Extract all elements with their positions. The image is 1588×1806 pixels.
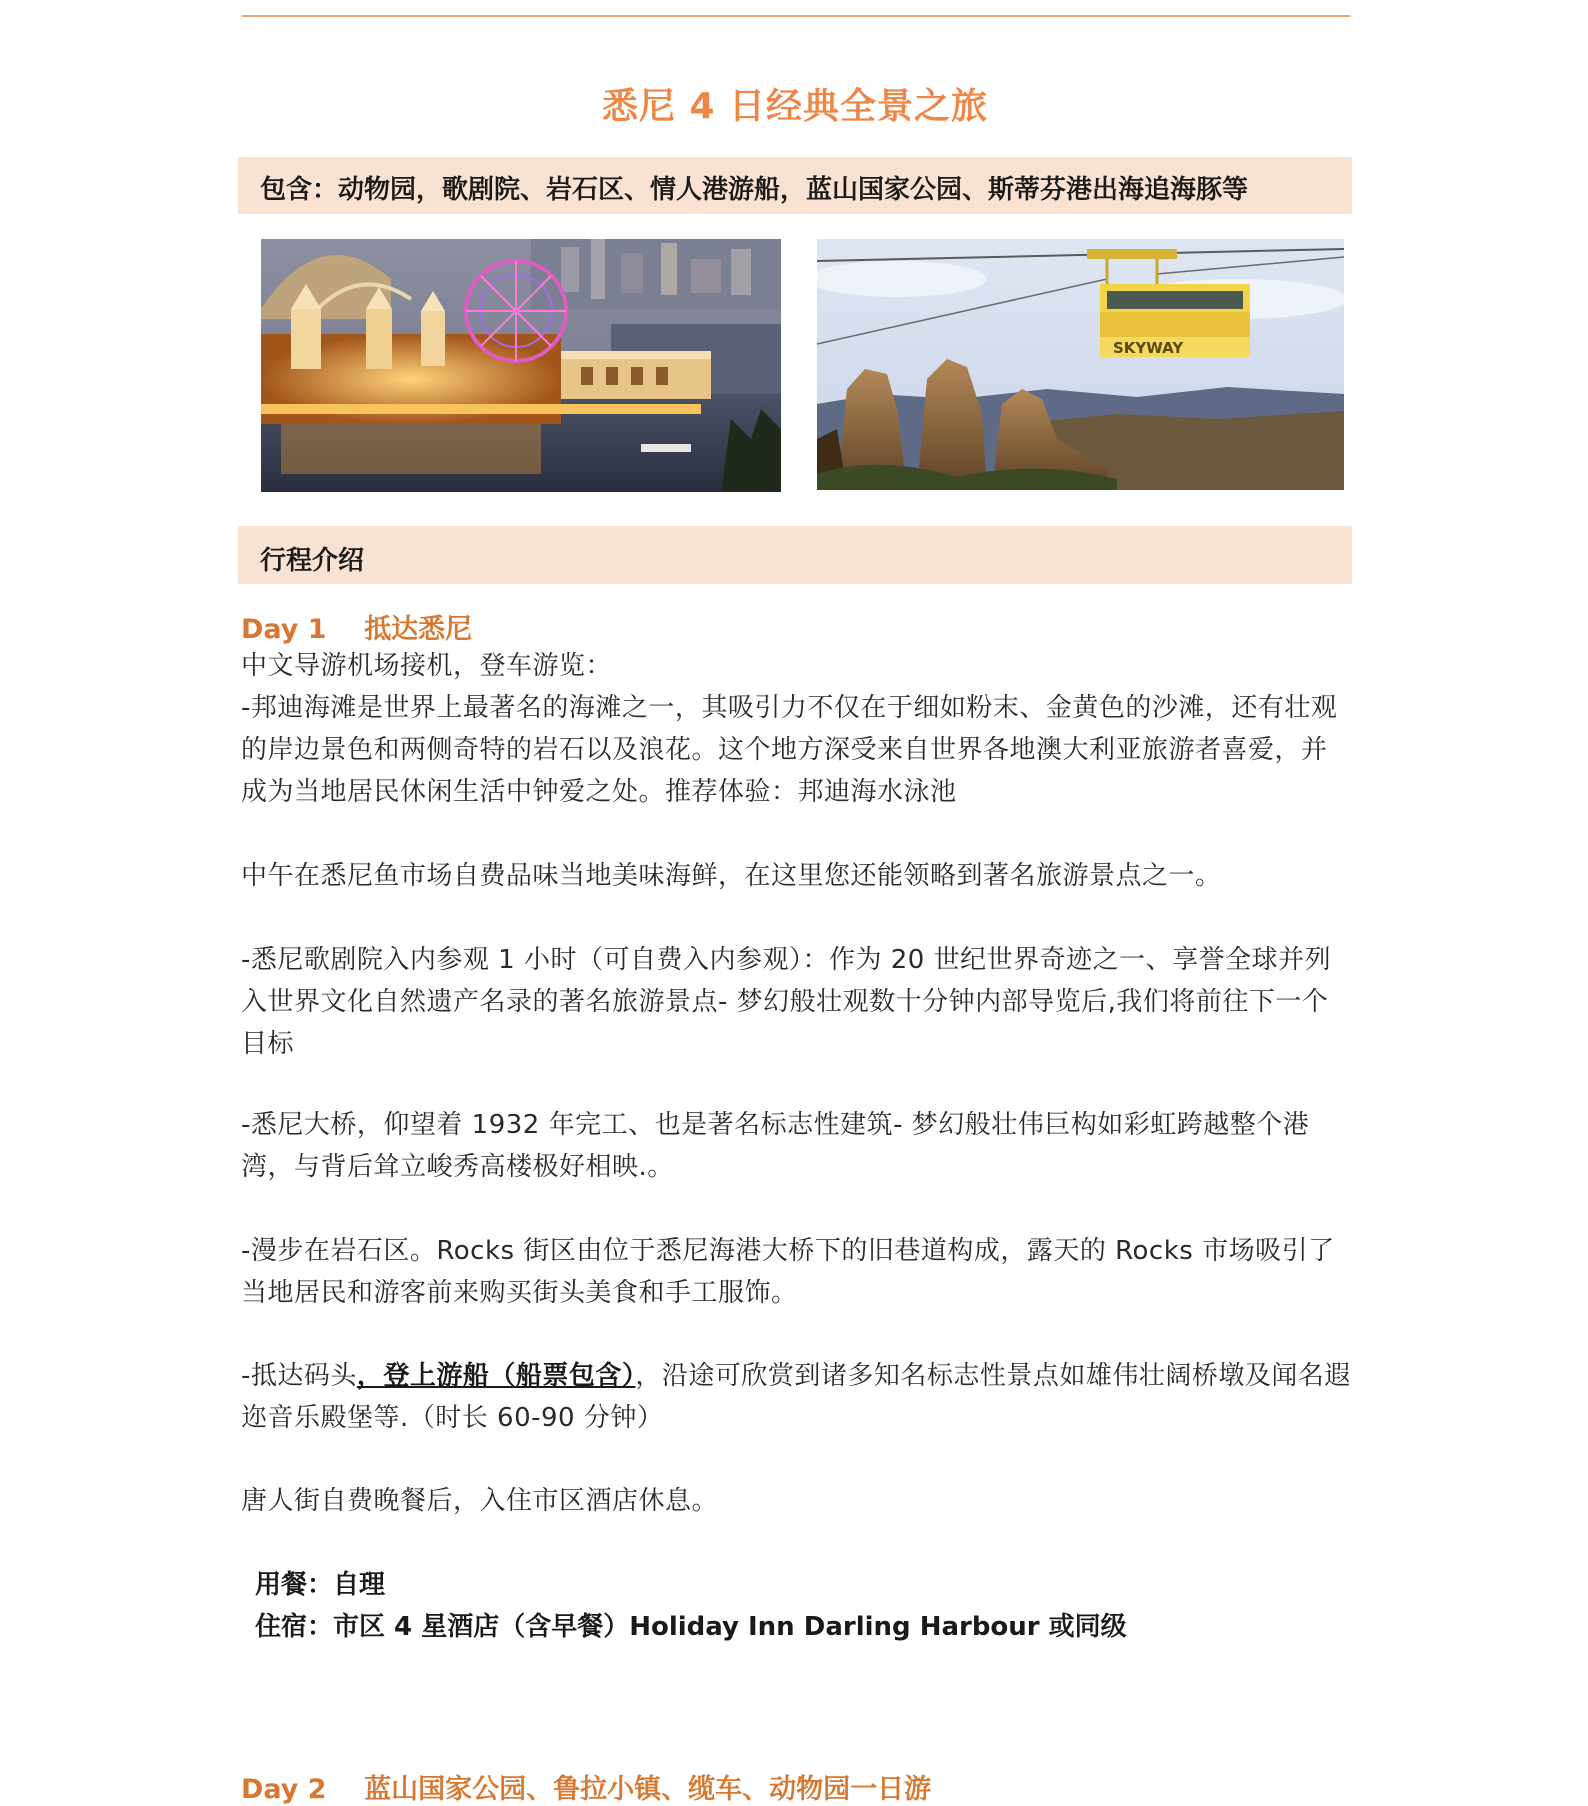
the-rocks-text: -漫步在岩石区。Rocks 街区由位于悉尼海港大桥下的旧巷道构成，露天的 Rocks 市场吸引了当地居民和游客前来购买街头美食和手工服饰。 xyxy=(241,1236,1335,1308)
sydney-harbour-photo xyxy=(261,239,781,492)
fish-market-text: 中午在悉尼鱼市场自费品味当地美味海鲜，在这里您还能领略到著名旅游景点之一。 xyxy=(241,861,1222,891)
harbour-bridge-text: -悉尼大桥，仰望着 1932 年完工、也是著名标志性建筑- 梦幻般壮伟巨构如彩虹跨越整个港湾，与背后耸立峻秀高楼极好相映.。 xyxy=(241,1110,1310,1182)
lodging-info: 住宿：市区 4 星酒店（含早餐）Holiday Inn Darling Harbour 或同级 xyxy=(255,1612,1127,1642)
airport-pickup-text: 中文导游机场接机，登车游览： xyxy=(241,651,613,681)
day-2-heading: Day 2 蓝山国家公园、鲁拉小镇、缆车、动物园一日游 xyxy=(241,1774,932,1805)
bondi-beach-text: -邦迪海滩是世界上最著名的海滩之一，其吸引力不仅在于细如粉末、金黄色的沙滩，还有壮观的岸边景色和两侧奇特的岩石以及浪花。这个地方深受来自世界各地澳大利亚旅游者喜爱，并成为当地居民休闲生活中钟爱之处。推荐体验：邦迪海水泳池 xyxy=(241,693,1338,807)
skyway-cable-car-photo xyxy=(817,239,1344,490)
cruise-suffix: ，沿途可欣赏到诸多知名标志性景点如雄伟壮阔桥墩及闻名遐迩音乐殿堡等.（时长 60-90 分钟） xyxy=(241,1361,1351,1433)
cruise-included-highlight: ，登上游船（船票包含） xyxy=(356,1361,636,1391)
top-divider xyxy=(242,15,1350,17)
chinatown-dinner-text: 唐人街自费晚餐后，入住市区酒店休息。 xyxy=(241,1486,719,1516)
skyway-sign-text: SKYWAY xyxy=(1113,339,1184,357)
includes-banner: 包含：动物园，歌剧院、岩石区、情人港游船，蓝山国家公园、斯蒂芬港出海追海豚等 xyxy=(238,157,1352,214)
meals-info: 用餐：自理 xyxy=(255,1570,386,1600)
day-1-heading: Day 1 抵达悉尼 xyxy=(241,614,473,645)
page-title: 悉尼 4 日经典全景之旅 xyxy=(601,86,989,127)
opera-house-text: -悉尼歌剧院入内参观 1 小时（可自费入内参观）：作为 20 世纪世界奇迹之一、享誉全球并列入世界文化自然遗产名录的著名旅游景点- 梦幻般壮观数十分钟内部导览后,我们将前往下一个目标 xyxy=(241,945,1332,1059)
day-1-intro xyxy=(241,645,1353,813)
cruise-prefix: -抵达码头 xyxy=(241,1361,357,1391)
harbour-cruise-text xyxy=(241,1355,1353,1439)
itinerary-header: 行程介绍 xyxy=(238,526,1352,584)
